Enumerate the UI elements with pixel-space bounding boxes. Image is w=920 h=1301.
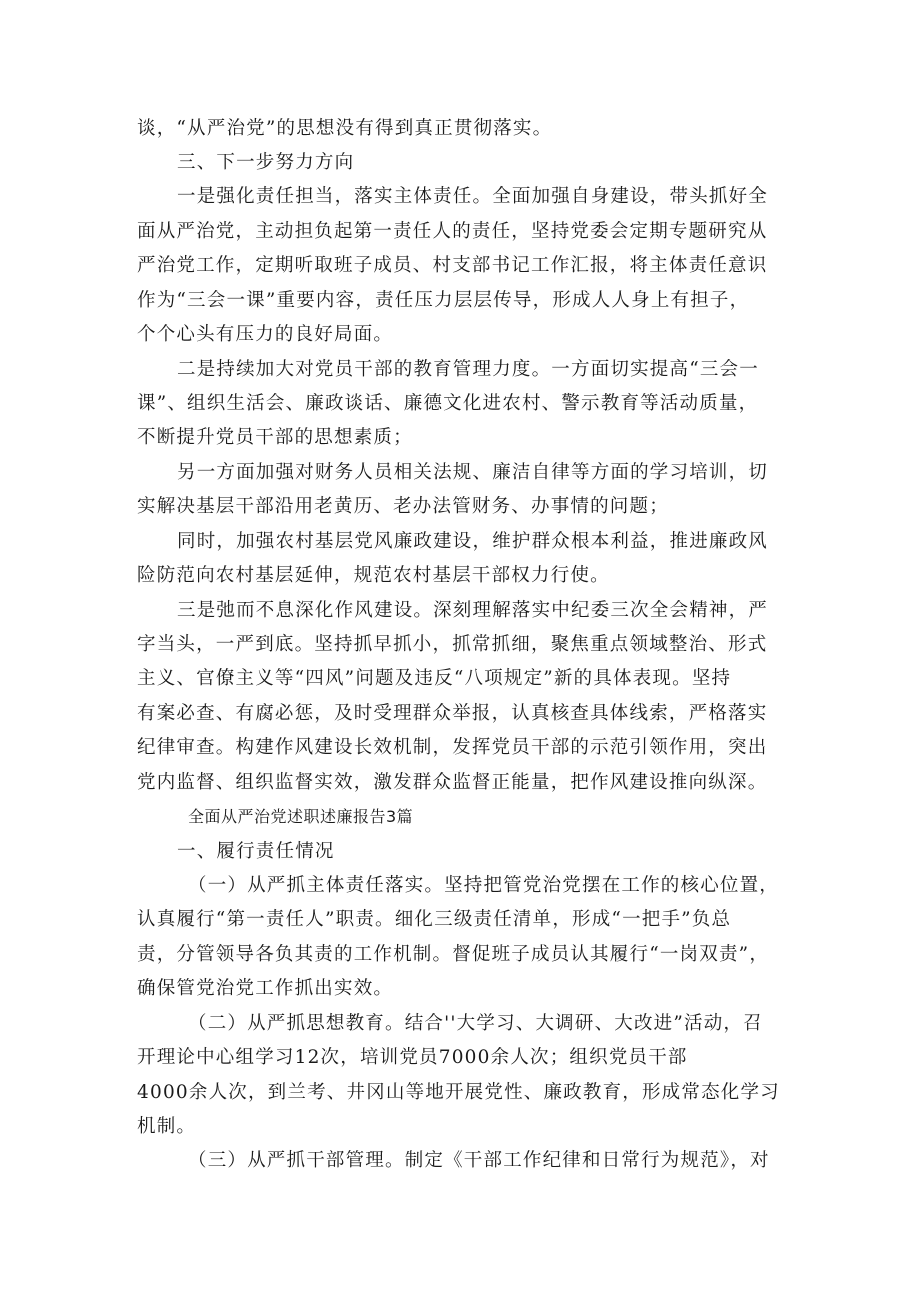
text-line: 不断提升党员干部的思想素质； [137,427,413,448]
text-line: 党内监督、组织监督实效，激发群众监督正能量，把作风建设推向纵深。 [137,772,768,793]
text-line: 责，分管领导各负其责的工作机制。督促班子成员认其履行“一岗双责”， [137,944,770,965]
text-line: 险防范向农村基层延伸，规范农村基层干部权力行使。 [137,565,610,586]
text-line: （二）从严抓思想教育。结合''大学习、大调研、大改进”活动，召 [188,1013,763,1034]
text-line: 同时，加强农村基层党风廉政建设，维护群众根本利益，推进廉政风 [177,531,769,552]
text-line: 字当头，一严到底。坚持抓早抓小，抓常抓细，聚焦重点领域整治、形式 [137,634,768,655]
text-line: 主义、官僚主义等“四风”问题及违反“八项规定”新的具体表现。坚持 [137,668,732,689]
text-line: 纪律审查。构建作风建设长效机制，发挥党员干部的示范引领作用，突出 [137,737,768,758]
text-line: 一是强化责任担当，落实主体责任。全面加强自身建设，带头抓好全 [177,186,769,207]
text-line: （三）从严抓干部管理。制定《干部工作纪律和日常行为规范》，对 [188,1150,770,1171]
text-line: （一）从严抓主体责任落实。坚持把管党治党摆在工作的核心位置， [188,875,780,896]
text-line: 实解决基层干部沿用老黄历、老办法管财务、办事情的问题； [137,496,669,517]
section-heading: 三、下一步努力方向 [177,152,355,173]
text-line: 认真履行“第一责任人”职责。细化三级责任清单，形成“一把手”负总 [137,909,732,930]
text-line: 课”、组织生活会、廉政谈话、廉德文化进农村、警示教育等活动质量， [137,393,759,414]
text-line: 二是持续加大对党员干部的教育管理力度。一方面切实提高“三会一 [177,359,759,380]
text-line: 确保管党治党工作抓出实效。 [137,978,394,999]
section-heading: 一、履行责任情况 [177,841,335,862]
text-line: 个个心头有压力的良好局面。 [137,324,394,345]
report-title: 全面从严治党述职述廉报告3篇 [188,807,414,826]
text-line: 有案必查、有腐必惩，及时受理群众举报，认真核查具体线索，严格落实 [137,703,768,724]
text-line: 机制。 [137,1116,197,1137]
text-line: 作为“三会一课”重要内容，责任压力层层传导，形成人人身上有担子， [137,290,750,311]
text-line: 4000余人次，到兰考、井冈山等地开展党性、廉政教育，形成常态化学习 [137,1082,780,1103]
text-line: 谈，“从严治党”的思想没有得到真正贯彻落实。 [137,118,553,139]
text-line: 三是弛而不息深化作风建设。深刻理解落实中纪委三次全会精神，严 [177,600,769,621]
text-line: 严治党工作，定期听取班子成员、村支部书记工作汇报，将主体责任意识 [137,255,768,276]
text-line: 开理论中心组学习12次，培训党员7000余人次；组织党员干部 [137,1047,688,1068]
text-line: 面从严治党，主动担负起第一责任人的责任，坚持党委会定期专题研究从 [137,221,768,242]
text-line: 另一方面加强对财务人员相关法规、廉洁自律等方面的学习培训，切 [177,462,769,483]
